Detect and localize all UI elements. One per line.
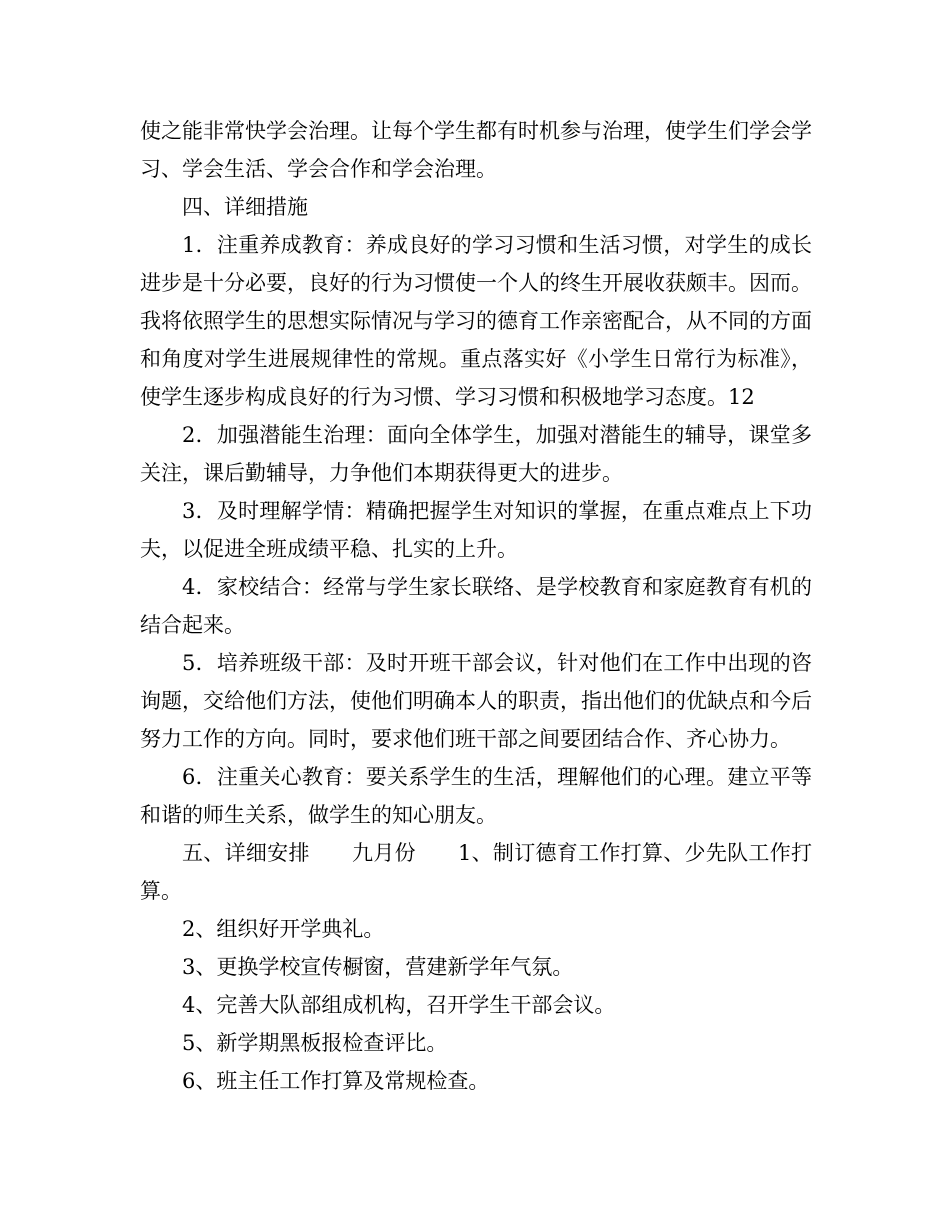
schedule-item-6: 6、班主任工作打算及常规检查。 <box>182 1069 490 1093</box>
measure-item-6: 6．注重关心教育：要关系学生的生活，理解他们的心理。建立平等和谐的师生关系，做学生的知心朋友。 <box>140 765 812 827</box>
schedule-month: 九月份 <box>351 841 416 865</box>
measure-item-5: 5．培养班级干部：及时开班干部会议，针对他们在工作中出现的咨询题，交给他们方法，使他们明确本人的职责，指出他们的优缺点和今后努力工作的方向。同时，要求他们班干部之间要团结合作、齐心协力。 <box>140 651 812 751</box>
schedule-item-5: 5、新学期黑板报检查评比。 <box>182 1031 448 1055</box>
schedule-item-2: 2、组织好开学典礼。 <box>182 917 385 941</box>
schedule-item-4: 4、完善大队部组成机构，召开学生干部会议。 <box>182 993 616 1017</box>
measure-item-2: 2．加强潜能生治理：面向全体学生，加强对潜能生的辅导，课堂多关注，课后勤辅导，力争他们本期获得更大的进步。 <box>140 423 812 485</box>
measure-item-3: 3．及时理解学情：精确把握学生对知识的掌握，在重点难点上下功夫，以促进全班成绩平稳、扎实的上升。 <box>140 499 812 561</box>
document-body <box>140 112 812 1100</box>
schedule-heading-line <box>140 834 812 910</box>
measure-item-4: 4．家校结合：经常与学生家长联络、是学校教育和家庭教育有机的结合起来。 <box>140 575 812 637</box>
measure-item-1: 1．注重养成教育：养成良好的学习习惯和生活习惯，对学生的成长进步是十分必要，良好的行为习惯使一个人的终生开展收获颇丰。因而。我将依照学生的思想实际情况与学习的德育工作亲密配合，从不同的方面和角度对学生进展规律性的常规。重点落实好《小学生日常行为标准》，使学生逐步构成良好的行为习惯、学习习惯和积极地学习态度。12 <box>140 233 812 409</box>
section-heading-schedule: 五、详细安排 <box>182 841 310 865</box>
section-heading-measures: 四、详细措施 <box>182 195 308 219</box>
schedule-item-1: 1、制订德育工作打算、少先队工作打算。 <box>140 841 813 903</box>
paragraph-continuation: 使之能非常快学会治理。让每个学生都有时机参与治理，使学生们学会学习、学会生活、学会合作和学会治理。 <box>140 119 812 181</box>
schedule-item-3: 3、更换学校宣传橱窗，营建新学年气氛。 <box>182 955 574 979</box>
